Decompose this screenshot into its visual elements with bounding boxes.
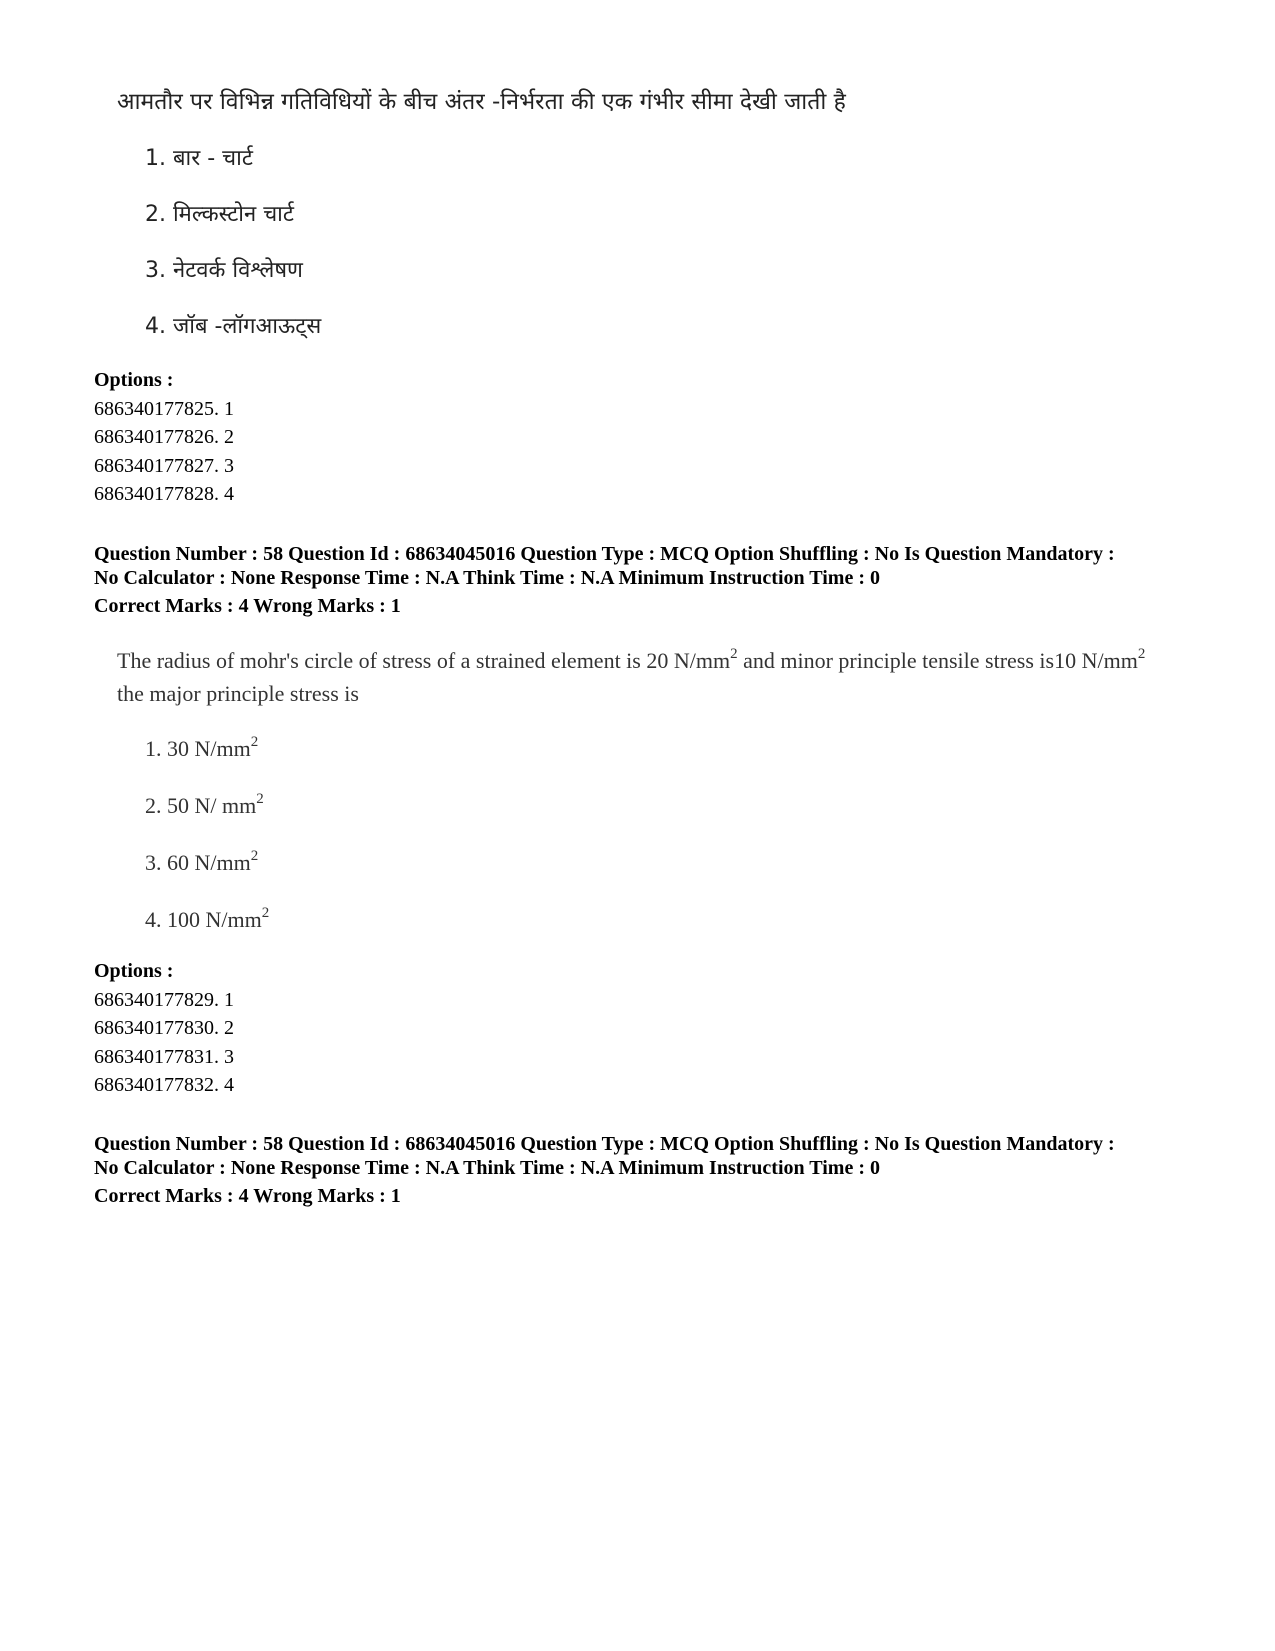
- question-58-options: [94, 957, 234, 1100]
- choice-1: [145, 733, 259, 762]
- choice-text: 4. 100 N/mm: [145, 907, 262, 932]
- option-id-row: 686340177829. 1: [94, 988, 234, 1011]
- marks-line: Correct Marks : 4 Wrong Marks : 1: [94, 1185, 401, 1207]
- options-heading: Options :: [94, 960, 174, 982]
- question-57-stem: आमतौर पर विभिन्न गतिविधियों के बीच अंतर -निर्भरता की एक गंभीर सीमा देखी जाती है: [117, 89, 846, 115]
- superscript-2: 2: [1137, 645, 1146, 662]
- choice-4: [145, 904, 270, 933]
- superscript-2: 2: [250, 733, 259, 750]
- question-58-image: [117, 644, 1157, 932]
- option-id-row: 686340177832. 4: [94, 1074, 234, 1096]
- stem-text-1: The radius of mohr's circle of stress of a strained element is 20 N/mm: [117, 648, 731, 673]
- stem-text-3: the major principle stress is: [117, 681, 359, 706]
- marks-line: Correct Marks : 4 Wrong Marks : 1: [94, 595, 401, 617]
- superscript-2: 2: [250, 847, 259, 864]
- meta-line-2: No Calculator : None Response Time : N.A Think Time : N.A Minimum Instruction Time : 0: [94, 567, 880, 589]
- meta-line-1: Question Number : 58 Question Id : 68634045016 Question Type : MCQ Option Shuffling : No Is Question Mandatory :: [94, 543, 1115, 565]
- superscript-2: 2: [261, 904, 270, 921]
- option-id-row: 686340177826. 2: [94, 426, 234, 448]
- choice-2: [145, 790, 264, 819]
- question-58-stem: [117, 644, 1157, 710]
- question-58-meta: [94, 542, 1214, 618]
- question-57-options: [94, 366, 234, 509]
- option-id-row: 686340177828. 4: [94, 483, 234, 505]
- choice-text: 1. 30 N/mm: [145, 736, 251, 761]
- choice-2: 2. मिल्कस्टोन चार्ट: [145, 202, 294, 227]
- choice-text: 3. 60 N/mm: [145, 850, 251, 875]
- stem-text-2: and minor principle tensile stress is10 N/mm: [737, 648, 1138, 673]
- choice-3: [145, 847, 259, 876]
- meta-line-1: Question Number : 58 Question Id : 68634045016 Question Type : MCQ Option Shuffling : No Is Question Mandatory :: [94, 1133, 1115, 1155]
- choice-1: 1. बार - चार्ट: [145, 146, 253, 171]
- question-58-repeat-meta: [94, 1132, 1214, 1208]
- choice-text: 2. 50 N/ mm: [145, 793, 257, 818]
- option-id-row: 686340177825. 1: [94, 397, 234, 420]
- option-id-row: 686340177827. 3: [94, 454, 234, 477]
- option-id-row: 686340177830. 2: [94, 1017, 234, 1039]
- superscript-2: 2: [256, 790, 264, 807]
- question-57-image: [117, 84, 846, 339]
- choice-4: 4. जॉब -लॉगआऊट्स: [145, 314, 322, 339]
- superscript-2: 2: [730, 645, 738, 662]
- meta-line-2: No Calculator : None Response Time : N.A Think Time : N.A Minimum Instruction Time : 0: [94, 1157, 880, 1179]
- choice-3: 3. नेटवर्क विश्लेषण: [145, 258, 303, 283]
- option-id-row: 686340177831. 3: [94, 1045, 234, 1068]
- options-heading: Options :: [94, 369, 174, 391]
